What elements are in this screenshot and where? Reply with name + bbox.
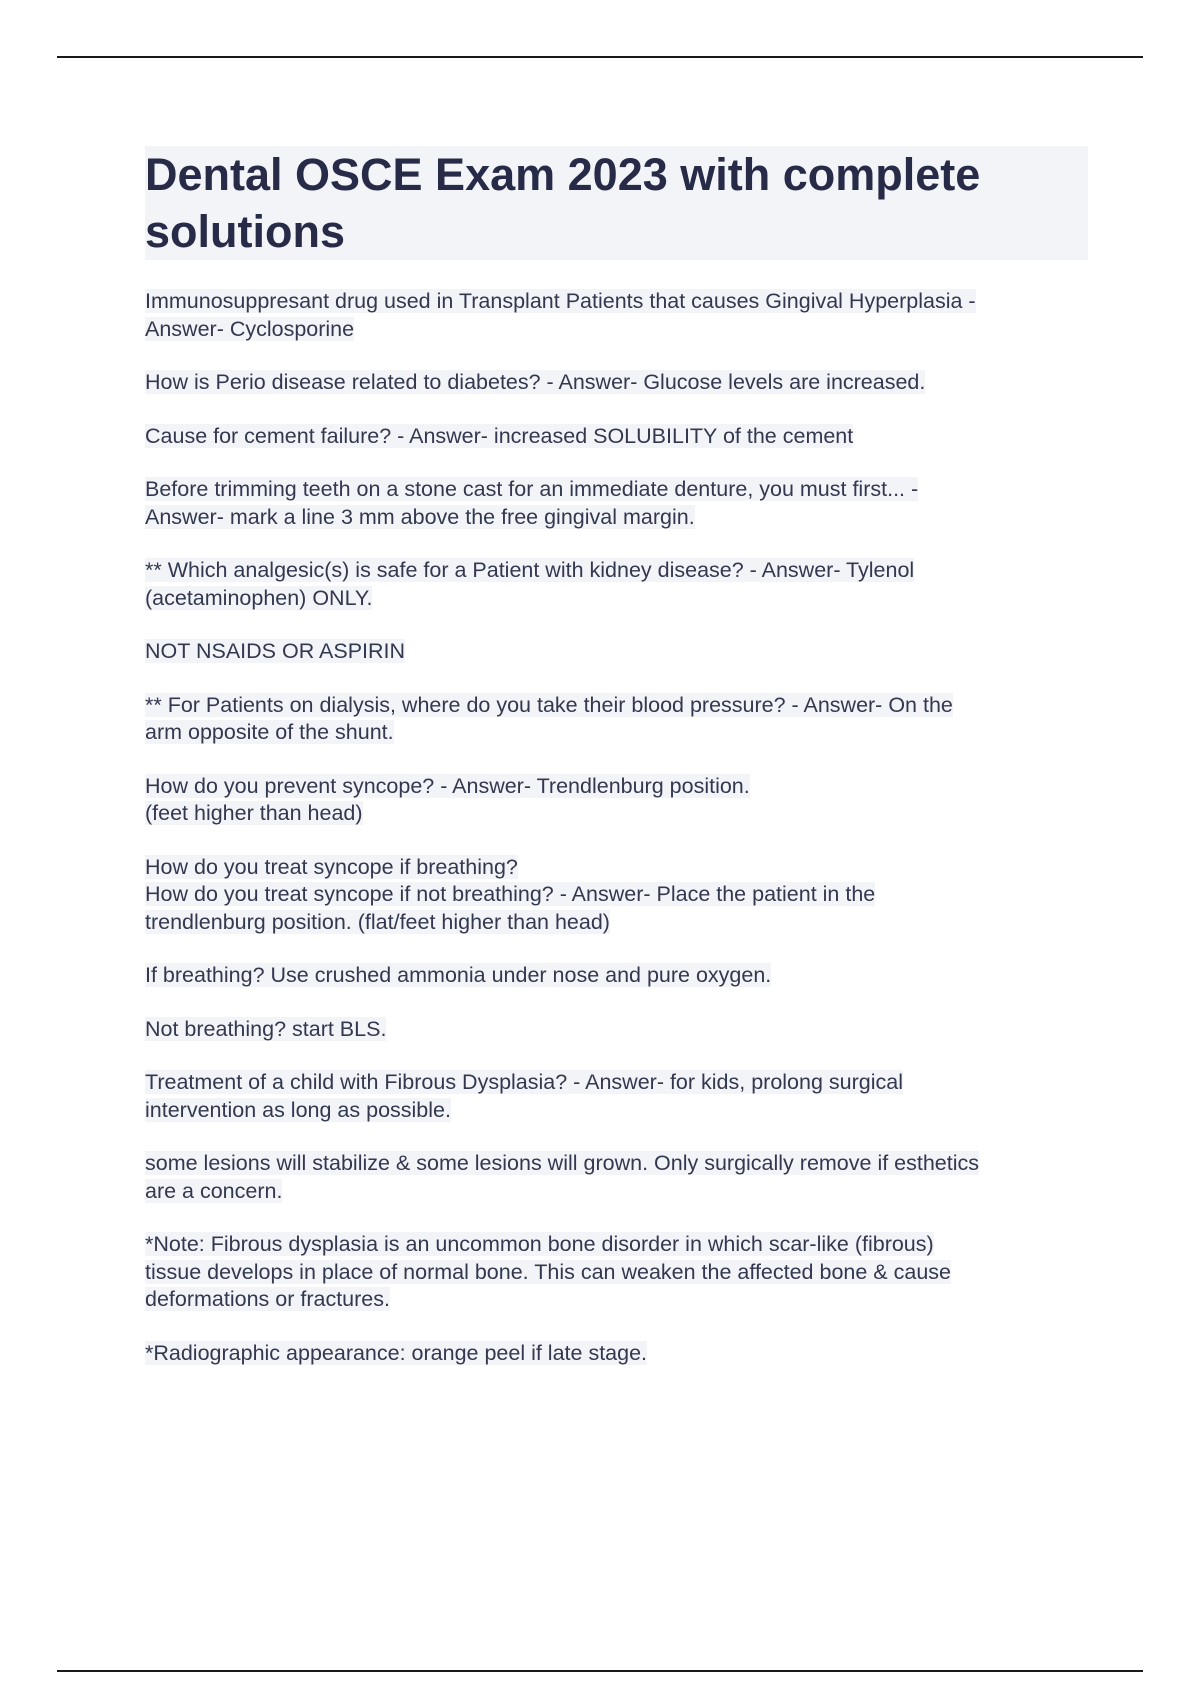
qa-list bbox=[145, 288, 1088, 1367]
qa-line: deformations or fractures. bbox=[145, 1287, 390, 1311]
document-title: Dental OSCE Exam 2023 with complete solutions bbox=[145, 146, 1088, 260]
qa-line: intervention as long as possible. bbox=[145, 1097, 451, 1122]
qa-item bbox=[145, 288, 1088, 343]
qa-line: How do you treat syncope if breathing? bbox=[145, 854, 518, 879]
qa-item bbox=[145, 1340, 1088, 1368]
qa-line: ** Which analgesic(s) is safe for a Patient with kidney disease? - Answer- Tylenol bbox=[145, 558, 915, 582]
qa-item bbox=[145, 773, 1088, 828]
document-body bbox=[145, 146, 1088, 1393]
bottom-rule bbox=[57, 1670, 1143, 1672]
qa-item bbox=[145, 1016, 1088, 1044]
qa-line: *Radiographic appearance: orange peel if late stage. bbox=[145, 1340, 648, 1365]
qa-line: are a concern. bbox=[145, 1178, 283, 1203]
qa-item bbox=[145, 1150, 1088, 1205]
qa-item bbox=[145, 557, 1088, 612]
qa-item bbox=[145, 962, 1088, 990]
qa-line: (acetaminophen) ONLY. bbox=[145, 585, 373, 610]
qa-line: How do you treat syncope if not breathing? - Answer- Place the patient in the bbox=[145, 882, 876, 906]
qa-line: How do you prevent syncope? - Answer- Trendlenburg position. bbox=[145, 773, 750, 798]
qa-item bbox=[145, 854, 1088, 937]
qa-line: ** For Patients on dialysis, where do you take their blood pressure? - Answer- On the bbox=[145, 692, 953, 717]
qa-item bbox=[145, 638, 1088, 666]
qa-line: (feet higher than head) bbox=[145, 801, 363, 825]
qa-line: trendlenburg position. (flat/feet higher than head) bbox=[145, 909, 610, 934]
qa-line: Immunosuppresant drug used in Transplant Patients that causes Gingival Hyperplasia - bbox=[145, 289, 976, 313]
qa-item bbox=[145, 692, 1088, 747]
qa-line: arm opposite of the shunt. bbox=[145, 720, 394, 744]
qa-item bbox=[145, 476, 1088, 531]
qa-item bbox=[145, 369, 1088, 397]
qa-line: Not breathing? start BLS. bbox=[145, 1016, 387, 1041]
qa-item bbox=[145, 423, 1088, 451]
top-rule bbox=[57, 56, 1143, 58]
qa-line: *Note: Fibrous dysplasia is an uncommon bone disorder in which scar-like (fibrous) bbox=[145, 1232, 934, 1256]
qa-line: some lesions will stabilize & some lesions will grown. Only surgically remove if esthetics bbox=[145, 1151, 980, 1175]
qa-line: Answer- mark a line 3 mm above the free gingival margin. bbox=[145, 504, 695, 529]
qa-item bbox=[145, 1231, 1088, 1314]
qa-line: Treatment of a child with Fibrous Dysplasia? - Answer- for kids, prolong surgical bbox=[145, 1070, 903, 1094]
qa-line: If breathing? Use crushed ammonia under nose and pure oxygen. bbox=[145, 963, 772, 987]
qa-line: Answer- Cyclosporine bbox=[145, 316, 355, 341]
qa-item bbox=[145, 1069, 1088, 1124]
qa-line: Before trimming teeth on a stone cast for an immediate denture, you must first... - bbox=[145, 477, 919, 501]
qa-line: tissue develops in place of normal bone. This can weaken the affected bone & cause bbox=[145, 1259, 951, 1284]
qa-line: How is Perio disease related to diabetes? - Answer- Glucose levels are increased. bbox=[145, 370, 926, 394]
qa-line: NOT NSAIDS OR ASPIRIN bbox=[145, 639, 406, 663]
qa-line: Cause for cement failure? - Answer- increased SOLUBILITY of the cement bbox=[145, 423, 854, 448]
